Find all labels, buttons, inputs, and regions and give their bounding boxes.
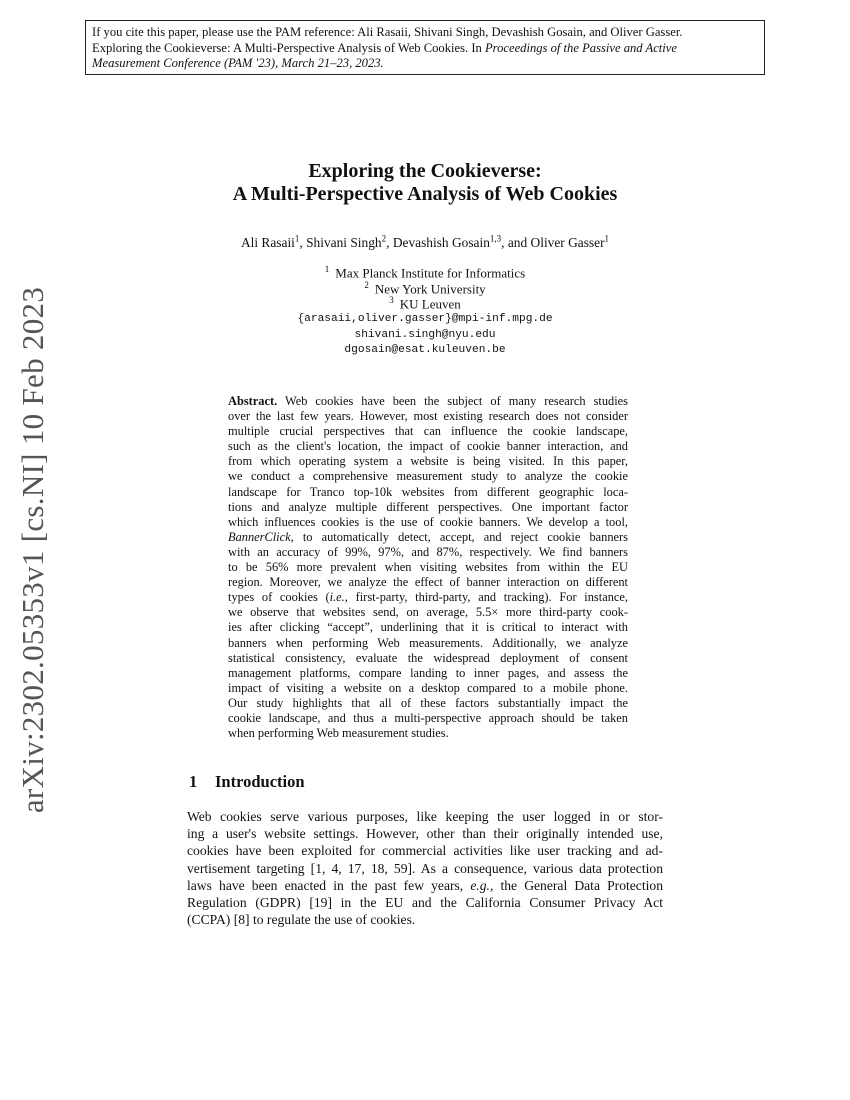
affiliation-mark: 1 (324, 264, 330, 274)
author (241, 235, 306, 250)
author (531, 235, 610, 250)
author-affiliation-mark: 1 (294, 234, 300, 244)
abstract-line (228, 394, 628, 409)
affiliation-name: New York University (374, 281, 486, 297)
abstract (228, 394, 628, 741)
author-name: Devashish Gosain (392, 235, 490, 251)
intro-line: cookies have been exploited for commercial activities like user tracking and ad- (187, 843, 663, 859)
intro-line: Regulation (GDPR) [19] in the EU and the California Consumer Privacy Act (187, 895, 663, 911)
citation-line-3 (92, 56, 758, 72)
affiliation (0, 295, 850, 312)
abstract-label: Abstract. (228, 394, 278, 408)
affiliation-mark: 2 (364, 280, 369, 290)
email-address[interactable]: {arasaii,oliver.gasser}@mpi-inf.mpg.de (297, 313, 553, 325)
citation-line-2 (92, 41, 758, 57)
abstract-line: ies after clicking “accept”, underlining that it is critical to interact with (228, 620, 628, 635)
author-affiliation-mark: 1 (604, 234, 610, 244)
paper-title-line-2: A Multi-Perspective Analysis of Web Cookies (232, 183, 618, 205)
email-address[interactable]: shivani.singh@nyu.edu (354, 329, 496, 341)
author-affiliation-mark: 1,3 (489, 234, 502, 244)
email-address[interactable]: dgosain@esat.kuleuven.be (344, 344, 506, 356)
abstract-line: multiple crucial perspectives that can influence the cookie landscape, (228, 424, 628, 439)
abstract-line: which influences cookies is the use of cookie banners. We develop a tool, (228, 514, 628, 529)
emphasis: BannerClick (228, 529, 291, 544)
intro-line: ing a user's website settings. However, other than their originally intended use, (187, 826, 663, 842)
introduction-paragraph (187, 808, 663, 928)
author-name: Oliver Gasser (530, 235, 605, 251)
section-heading-introduction (189, 772, 305, 792)
author-separator: , and (501, 235, 531, 251)
abstract-line: types of cookies (i.e., first-party, third-party, and tracking). For instance, (228, 590, 628, 605)
author (306, 235, 393, 250)
section-title: Introduction (215, 772, 305, 791)
affiliation-mark: 3 (389, 295, 394, 305)
intro-line: Web cookies serve various purposes, like keeping the user logged in or stor- (187, 809, 663, 824)
abstract-line: Our study highlights that all of these factors substantially impact the (228, 695, 628, 710)
emphasis: i.e., (329, 590, 348, 605)
abstract-line: region. Moreover, we analyze the effect of banner interaction on different (228, 575, 628, 590)
author-separator: , (299, 235, 307, 251)
abstract-line: management platforms, compare landing to inner pages, and assess the (228, 665, 628, 680)
citation-line-2a: Exploring the Cookieverse: A Multi-Perspective Analysis of Web Cookies. In (92, 40, 485, 55)
affiliation (0, 264, 850, 281)
author-name: Shivani Singh (306, 235, 382, 251)
arxiv-stamp (4, 286, 62, 814)
abstract-line: banners when performing Web measurements. Additionally, we analyze (228, 635, 628, 650)
abstract-line: impact of visiting a website on a desktop compared to a mobile phone. (228, 680, 628, 695)
emphasis: e.g., (470, 877, 494, 893)
abstract-line: BannerClick, to automatically detect, accept, and reject cookie banners (228, 529, 628, 544)
section-number: 1 (189, 772, 198, 791)
affiliation-name: KU Leuven (399, 296, 461, 312)
abstract-line: landscape for Tranco top-10k websites from different geographic loca- (228, 484, 628, 499)
abstract-line: cookie landscape, and thus a multi-perspective approach should be taken (228, 710, 628, 725)
author-affiliation-mark: 2 (381, 234, 387, 244)
abstract-line: we observe that websites send, on average, 5.5× more third-party cook- (228, 605, 628, 620)
abstract-line: from which operating system a website is being visited. In this paper, (228, 454, 628, 469)
citation-line-1: If you cite this paper, please use the PAM reference: Ali Rasaii, Shivani Singh, Devashish Gosain, and Oliver Gasser. (92, 25, 683, 39)
citation-notice-box (85, 20, 765, 75)
abstract-line: tions and analyze multiple different perspectives. One important factor (228, 499, 628, 514)
intro-line: laws have been enacted in the past few years, e.g., the General Data Protection (187, 877, 663, 893)
abstract-text: Web cookies have been the subject of many research studies (277, 394, 628, 408)
author-name: Ali Rasaii (240, 235, 295, 251)
abstract-line: over the last few years. However, most existing research does not consider (228, 409, 628, 424)
citation-venue: Measurement Conference (PAM '23), March 21–23, 2023. (92, 56, 384, 70)
arxiv-identifier: arXiv:2302.05353v1 [cs.NI] 10 Feb 2023 (15, 286, 50, 814)
abstract-line: statistical consistency, evaluate the widespread deployment of consent (228, 650, 628, 665)
affiliation-name: Max Planck Institute for Informatics (335, 265, 526, 281)
paper-title-line-1: Exploring the Cookieverse: (308, 160, 542, 182)
citation-line-2b: Proceedings of the Passive and Active (484, 40, 677, 55)
intro-line: (CCPA) [8] to regulate the use of cookies. (187, 912, 416, 928)
author (393, 235, 531, 250)
abstract-line: when performing Web measurement studies. (228, 726, 449, 741)
author-separator: , (386, 235, 393, 251)
abstract-line: with an accuracy of 99%, 97%, and 87%, respectively. We find banners (228, 544, 628, 559)
abstract-line: such as the client's location, the impact of cookie banner interaction, and (228, 439, 628, 454)
abstract-line: to be 56% more prevalent when visiting websites from within the EU (228, 560, 628, 575)
author-list (0, 234, 850, 251)
intro-line: vertisement targeting [1, 4, 17, 18, 59]. As a consequence, various data protection (187, 860, 663, 876)
abstract-line: we conduct a comprehensive measurement study to analyze the cookie (228, 469, 628, 484)
